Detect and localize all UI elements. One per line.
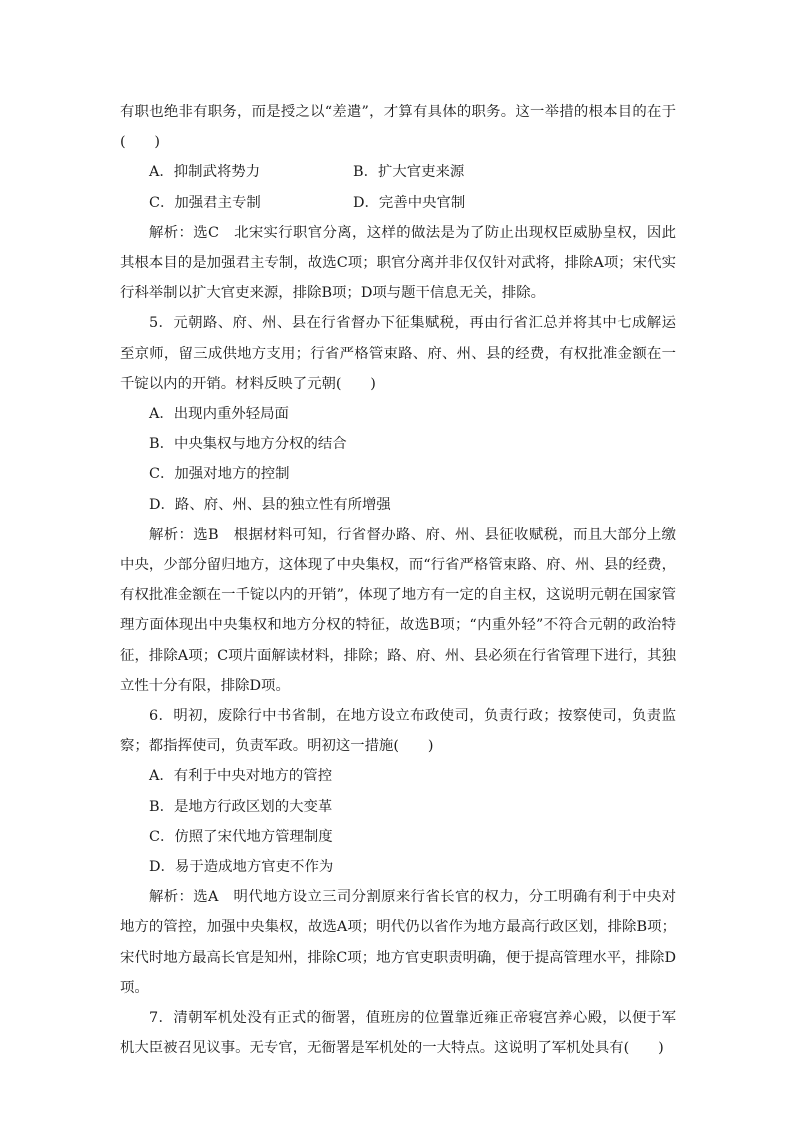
question-6-option-d: D．易于造成地方官吏不作为 (149, 859, 334, 876)
question-5-option-d: D．路、府、州、县的独立性有所增强 (149, 496, 391, 513)
question-6-option-b: B．是地方行政区划的大变革 (149, 798, 333, 815)
question-6-option-a: A．有利于中央对地方的管控 (149, 768, 333, 785)
question-6-option-c: C．仿照了宋代地方管理制度 (149, 828, 333, 845)
question-4-option-c: C．加强君主专制 (149, 194, 261, 211)
question-4-option-d: D．完善中央官制 (353, 194, 466, 211)
question-5-stem: 5．元朝路、府、州、县在行省督办下征集赋税，再由行省汇总并将其中七成解运至京师，留三成供地方支用；行省严格管束路、府、州、县的经费，有权批准金额在一千锭以内的开销。材料反映了元朝( ) (120, 315, 676, 392)
question-4-stem-tail: 有职也绝非有职务，而是授之以“差遣”，才算有具体的职务。这一举措的根本目的在于( ) (120, 104, 676, 151)
question-4-option-a: A．抑制武将势力 (149, 164, 261, 181)
question-4-analysis: 解析：选C 北宋实行职官分离，这样的做法是为了防止出现权臣威胁皇权，因此其根本目的是加强君主专制，故选C项；职官分离并非仅仅针对武将，排除A项；宋代实行科举制以扩大官吏来源，排除B项；D项与题干信息无关，排除。 (120, 224, 676, 302)
question-6-stem: 6．明初，废除行中书省制，在地方设立布政使司，负责行政；按察使司，负责监察；都指挥使司，负责军政。明初这一措施( ) (120, 708, 676, 755)
question-4-options-row-2 (120, 188, 676, 218)
question-5-analysis: 解析：选B 根据材料可知，行省督办路、府、州、县征收赋税，而且大部分上缴中央，少部分留归地方，这体现了中央集权，而“行省严格管束路、府、州、县的经费，有权批准金额在一千锭以内的开销”，体现了地方有一定的自主权，这说明元朝在国家管理方面体现出中央集权和地方分权的特征，故选B项；“内重外轻”不符合元朝的政治特征，排除A项；C项片面解读材料，排除；路、府、州、县必须在行省管理下进行，其独立性十分有限，排除D项。 (120, 526, 676, 694)
question-5-option-c: C．加强对地方的控制 (149, 466, 290, 483)
question-6-analysis: 解析：选A 明代地方设立三司分割原来行省长官的权力，分工明确有利于中央对地方的管控，加强中央集权，故选A项；明代仍以省作为地方最高行政区划，排除B项；宋代时地方最高长官是知州，排除C项；地方官吏职责明确，便于提高管理水平，排除D项。 (120, 889, 676, 996)
question-7-stem: 7．清朝军机处没有正式的衙署，值班房的位置靠近雍正帝寝宫养心殿，以便于军机大臣被召见议事。无专官，无衙署是军机处的一大特点。这说明了军机处具有( ) (120, 1010, 676, 1057)
question-4-options-row-1 (120, 157, 676, 187)
question-5-option-b: B．中央集权与地方分权的结合 (149, 436, 347, 453)
question-4-option-b: B．扩大官吏来源 (353, 164, 465, 181)
document-content (120, 97, 676, 1064)
question-5-option-a: A．出现内重外轻局面 (149, 406, 289, 423)
